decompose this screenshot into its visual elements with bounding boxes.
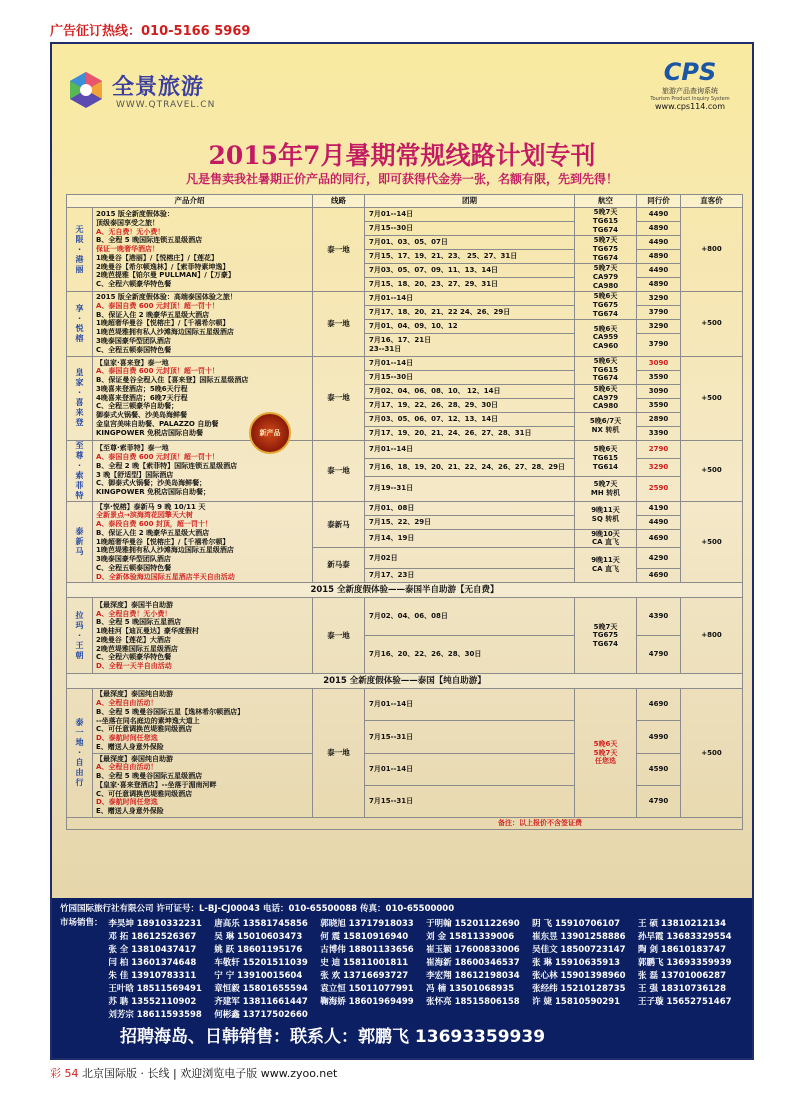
intro-line: 1晚超奢华曼谷【悦榕庄】/【千禧希尔顿】: [96, 537, 230, 546]
trade-price: 3290: [637, 292, 681, 306]
intro-line: 【最深度】泰国纯自助游: [96, 690, 173, 699]
intro-line: KINGPOWER 免税店国际自助餐；: [96, 488, 211, 496]
sales-contact: 于明翰 15201122690: [426, 918, 520, 929]
product-intro: [93, 208, 313, 292]
intro-line: C、全程六顿豪华特色餐: [96, 653, 172, 662]
sales-contact: 鞠海娇 18601969499: [320, 996, 414, 1007]
destination-label: 拉 玛 · 王 朝: [67, 598, 93, 674]
intro-line: 【最深度】泰国半自助游: [96, 600, 173, 609]
intro-line: 【至尊·索菲特】泰一地: [96, 444, 169, 453]
table-row: [67, 292, 743, 306]
sales-table: [108, 916, 744, 1020]
departure-dates: 7月01--14日: [365, 440, 575, 458]
page-subtitle: 凡是售卖我社暑期正价产品的同行，即可获得代金券一张，名额有限，先到先得！: [185, 172, 618, 186]
intro-line: 1晚桂河【迪瓦曼达】豪华度假村: [96, 627, 199, 635]
intro-line: 2晚曼谷【莲花】大酒店: [96, 635, 171, 644]
intro-line: A、泰国自费 600 元封顶！超一罚十！: [96, 301, 219, 310]
intro-line: 1晚超奢华曼谷【悦榕庄】/【千禧希尔顿】: [96, 319, 230, 328]
sales-contact: 唐高乐 13581745856: [214, 918, 308, 929]
destination-label: 泰 一 地 · 自 由 行: [67, 689, 93, 818]
trade-price: 4890: [637, 222, 681, 236]
flight-info: 9晚11天 CA 直飞: [575, 548, 637, 583]
note-row: [67, 817, 743, 829]
trade-price: 4390: [637, 598, 681, 636]
retail-surcharge: +500: [681, 689, 743, 818]
departure-dates: 7月19--31日: [365, 477, 575, 501]
intro-line: 4晚喜来登酒店；6晚7天行程: [96, 393, 188, 402]
footer-site[interactable]: 欢迎浏览电子版 www.zyoo.net: [180, 1067, 338, 1080]
sales-contact: 王叶晗 18511569491: [108, 983, 202, 994]
retail-surcharge: +500: [681, 501, 743, 583]
table-row: [67, 598, 743, 636]
departure-dates: 7月17、23日: [365, 569, 575, 583]
section-row: [67, 583, 743, 598]
sales-contact: 何 震 15810916940: [320, 931, 409, 942]
intro-line: 1晚曼谷【港丽】/【悦榕庄】/【莲花】: [96, 253, 218, 262]
intro-line: C、全程六顿豪华特色餐: [96, 280, 172, 289]
trade-price: 3590: [637, 398, 681, 412]
intro-line: 御泰式火锅餐、沙美岛海鲜餐: [96, 411, 187, 420]
intro-line: 顶级泰国享受之旅！: [96, 218, 159, 227]
flight-info: 5晚6天 TG615 TG674: [575, 356, 637, 384]
flight-info: 5晚7天 TG675 TG674: [575, 236, 637, 264]
intro-line: 2晚曼谷【希尔顿逸林】/【索菲特素坤逸】: [96, 262, 230, 271]
sales-contact: 苏 聃 13552110902: [108, 996, 197, 1007]
sales-contact: [638, 1007, 744, 1020]
intro-line: 【皇家·喜来登酒店】--坐落于湄南河畔: [96, 780, 217, 789]
section-title: 2015 全新度假体验——泰国半自助游【无自费】: [67, 583, 743, 598]
sales-contact: 邓 拓 18612526367: [108, 931, 197, 942]
destination-label: 无 限 · 港 丽: [67, 208, 93, 292]
page-footer: [50, 1065, 337, 1081]
sales-contact: 王子璇 15652751467: [638, 996, 732, 1007]
trade-price: 4890: [637, 278, 681, 292]
sales-contact: 闫 柏 13601374648: [108, 957, 197, 968]
sales-row: [108, 981, 744, 994]
route-table-body: [67, 208, 743, 830]
departure-dates: 7月16、20、22、26、28、30日: [365, 636, 575, 674]
brand-url: WWW.QTRAVEL.CN: [116, 100, 216, 110]
page-number: 彩 54: [50, 1067, 79, 1080]
trade-price: 4790: [637, 785, 681, 817]
sales-contact: 张经纬 15210128735: [532, 983, 626, 994]
trade-price: 2590: [637, 477, 681, 501]
table-row: [67, 753, 743, 785]
sales-contact: [532, 1007, 638, 1020]
destination-label: 皇 家 · 喜 来 登: [67, 356, 93, 440]
intro-line: E、赠送人身意外保险: [96, 807, 164, 815]
new-product-badge: 新产品: [249, 412, 291, 454]
retail-surcharge: +500: [681, 292, 743, 357]
ad-hotline: 广告征订热线：010-5166 5969: [50, 24, 251, 39]
trade-price: 2890: [637, 412, 681, 426]
departure-dates: 7月14、19日: [365, 529, 575, 548]
sales-row: [108, 916, 744, 929]
intro-line: C、全程三顿豪华自助餐；: [96, 402, 179, 411]
intro-line: 2015 版全新度假体验：高端泰国体验之旅！: [96, 293, 237, 302]
departure-dates: 7月02日: [365, 548, 575, 569]
route-name: 新马泰: [313, 548, 365, 583]
intro-line: B、全程 5 晚曼谷国际五星【逸林希尔顿酒店】: [96, 707, 245, 716]
sales-contact: 吴 琳 15010603473: [214, 931, 303, 942]
intro-line: D、全新体验海边国际五星酒店半天自由活动: [96, 572, 235, 581]
sales-row: [108, 968, 744, 981]
departure-dates: 7月15、17、19、21、23、 25、27、31日: [365, 250, 575, 264]
sales-contact: 郭晓旭 13717918033: [320, 918, 414, 929]
intro-line: --坐落在同名庭边的素坤逸大道上: [96, 716, 200, 725]
sales-contact: 朱 佳 13910783311: [108, 970, 197, 981]
intro-line: 【皇家·喜来登】泰一地: [96, 358, 169, 367]
intro-line: D、全程一天半自由活动: [96, 662, 172, 670]
intro-line: B、保证入住 2 晚豪华五星级大酒店: [96, 310, 210, 319]
departure-dates: 7月01--14日: [365, 753, 575, 785]
intro-line: 【享·悦榕】泰新马 9 晚 10/11 天: [96, 502, 206, 511]
flight-info: 5晚7天 TG675 TG674: [575, 598, 637, 674]
departure-dates: 7月02、04、06、08日: [365, 598, 575, 636]
route-name: 泰一地: [313, 440, 365, 501]
intro-line: B、全程 5 晚曼谷国际五星级酒店: [96, 772, 203, 780]
intro-line: C、全程五顿泰国特色餐: [96, 345, 172, 354]
sales-contact: 王 硕 13810212134: [638, 918, 726, 929]
intro-line: 2晚芭提雅【铂尔曼 PULLMAN】/【万豪】: [96, 271, 235, 280]
sales-contact: 宁 宁 13910015604: [214, 970, 303, 981]
departure-dates: 7月01、03、05、07日: [365, 236, 575, 250]
sales-contact: 车敬轩 15201511039: [214, 957, 308, 968]
intro-line: 保证一晚奢华酒店！: [96, 245, 159, 254]
departure-dates: 7月01--14日: [365, 689, 575, 721]
table-row: [67, 689, 743, 721]
sales-row: [108, 942, 744, 955]
table-row: [67, 501, 743, 515]
retail-surcharge: +800: [681, 208, 743, 292]
intro-line: A、泰国自费 600 元封顶！超一罚十！: [96, 453, 219, 461]
departure-dates: 7月01、04、09、10、12: [365, 320, 575, 334]
sales-contact: 李昊坤 18910332231: [108, 918, 202, 929]
departure-dates: 7月15--31日: [365, 721, 575, 753]
product-intro: [93, 292, 313, 357]
page-title: 2015年7月暑期常规线路计划专刊: [208, 141, 596, 170]
sales-contact: [426, 1007, 532, 1020]
flight-info: 5晚6天 CA979 CA980: [575, 384, 637, 412]
sales-contact: 张 琳 15910635913: [532, 957, 621, 968]
header-retail-price: 直客价: [681, 195, 743, 208]
sales-row: [108, 994, 744, 1007]
sales-contact: 王 强 18310736128: [638, 983, 726, 994]
sales-row: [108, 929, 744, 942]
route-name: 泰一地: [313, 689, 365, 818]
sales-row: [108, 955, 744, 968]
flight-info: 5晚6天 TG675 TG674: [575, 292, 637, 320]
departure-dates: 7月17、19、20、21、24、26、27、28、31日: [365, 426, 575, 440]
section-row: [67, 674, 743, 689]
sales-contact: 袁立恒 15011077991: [320, 983, 414, 994]
sales-contact: 何彬鑫 13717502660: [214, 1009, 308, 1020]
intro-line: B、全程 5 晚国际五星酒店: [96, 618, 182, 627]
trade-price: 3290: [637, 458, 681, 476]
trade-price: 4590: [637, 753, 681, 785]
trade-price: 4690: [637, 569, 681, 583]
product-intro: [93, 753, 313, 817]
company-info: 竹园国际旅行社有限公司 许可证号：L-BJ-CJ00043 电话：010-65500088 传真：010-65500000: [60, 904, 455, 914]
route-name: 泰一地: [313, 208, 365, 292]
sales-contact: [320, 1007, 426, 1020]
retail-surcharge: +800: [681, 598, 743, 674]
sales-contact: 张怀亮 18515806158: [426, 996, 520, 1007]
intro-line: B、保证入住 2 晚豪华五星级大酒店: [96, 528, 210, 537]
intro-line: C、御泰式火锅餐；沙美岛海鲜餐；: [96, 479, 207, 488]
sales-contact: 张 全 13810437417: [108, 944, 197, 955]
departure-dates: 7月15、22、29日: [365, 515, 575, 529]
departure-dates: 7月02、04、06、08、10、 12、14日: [365, 384, 575, 398]
trade-price: 4790: [637, 636, 681, 674]
trade-price: 3090: [637, 356, 681, 370]
sales-contact: 陶 剑 18610183747: [638, 944, 726, 955]
intro-line: 3晚喜来登酒店；5晚6天行程: [96, 384, 188, 393]
intro-line: KINGPOWER 免税店国际自助餐: [96, 428, 204, 437]
sales-label: 市场销售：: [60, 918, 103, 928]
intro-line: 2015 版全新度假体验：: [96, 210, 174, 219]
intro-line: D、泰航时间任您选: [96, 798, 158, 807]
trade-price: 3390: [637, 426, 681, 440]
brand-name: 全景旅游: [112, 75, 205, 100]
trade-price: 3290: [637, 320, 681, 334]
intro-line: 3晚泰国豪华型团队酒店: [96, 555, 171, 563]
trade-price: 4190: [637, 501, 681, 515]
intro-line: A、泰国自费 600 元封顶！超一罚十！: [96, 367, 219, 376]
flight-info: 5晚7天 MH 转机: [575, 477, 637, 501]
departure-dates: 7月15、18、20、23、27、29、31日: [365, 278, 575, 292]
trade-price: 3790: [637, 306, 681, 320]
trade-price: 4290: [637, 548, 681, 569]
flight-info: 5晚6天 CA959 CA960: [575, 320, 637, 357]
trade-price: 3590: [637, 370, 681, 384]
cps-title: CPS: [663, 58, 717, 86]
sales-contact: 吴佳文 18500723147: [532, 944, 626, 955]
sales-contact: 章恒毅 15801655594: [214, 983, 308, 994]
header-route: 线路: [313, 195, 365, 208]
table-row: [67, 208, 743, 222]
sales-contact: 李宏翔 18612198034: [426, 970, 520, 981]
departure-dates: 7月15--30日: [365, 222, 575, 236]
product-intro: [93, 689, 313, 753]
footer-separator: |: [173, 1067, 177, 1080]
sales-contact: 许 婕 15810590291: [532, 996, 621, 1007]
recruit-banner: 招聘海岛、日韩销售：联系人：郭鹏飞 13693359939: [120, 1027, 546, 1047]
table-row: [67, 356, 743, 370]
sales-contact: 阴 飞 15910706107: [532, 918, 621, 929]
intro-line: 2晚芭堤雅国际五星级酒店: [96, 644, 178, 653]
route-table: [66, 194, 743, 830]
trade-price: 4690: [637, 529, 681, 548]
sales-contact: 崔海新 18600346537: [426, 957, 520, 968]
sales-contact: 郭鹏飞 13693359939: [638, 957, 732, 968]
edition: 北京国际版 · 长线: [82, 1067, 170, 1080]
route-name: 泰新马: [313, 501, 365, 548]
departure-dates: 7月03、05、06、07、12、13、14日: [365, 412, 575, 426]
sales-contact: 齐建军 13811661447: [214, 996, 308, 1007]
trade-price: 4990: [637, 721, 681, 753]
cps-logo: [642, 58, 738, 111]
route-name: 泰一地: [313, 356, 365, 440]
trade-price: 2790: [637, 440, 681, 458]
sales-contact: 张心林 15901398960: [532, 970, 626, 981]
flight-info: 5晚6/7天 NX 转机: [575, 412, 637, 440]
brand-logo-icon: [66, 70, 106, 110]
intro-line: B、保证曼谷全程入住【喜来登】国际五星级酒店: [96, 376, 249, 385]
trade-price: 3790: [637, 334, 681, 357]
intro-line: 1晚芭堤雅拥有私人沙滩海边国际五星级酒店: [96, 328, 234, 337]
header-intro: 产品介绍: [67, 195, 313, 208]
retail-surcharge: +500: [681, 440, 743, 501]
trade-price: 4890: [637, 250, 681, 264]
flight-info: 9晚10天 CA 直飞: [575, 529, 637, 548]
intro-line: C、全程五顿泰国特色餐: [96, 563, 172, 572]
destination-label: 泰 新 马: [67, 501, 93, 583]
cps-subtitle: 旅游产品查询系统: [662, 87, 718, 95]
sales-contact: 史 迪 15811001811: [320, 957, 409, 968]
trade-price: 4490: [637, 515, 681, 529]
cps-subtitle-en: Tourism Product Inquiry System: [650, 96, 730, 102]
departure-dates: 7月16、17、21日 23--31日: [365, 334, 575, 357]
intro-line: A、全程自由活动！: [96, 763, 158, 772]
trade-price: 4490: [637, 264, 681, 278]
intro-line: B、全程 2 晚【索菲特】国际连锁五星级酒店: [96, 461, 238, 470]
departure-dates: 7月15--31日: [365, 785, 575, 817]
header-flight: 航空: [575, 195, 637, 208]
intro-line: B、全程 5 晚国际连锁五星级酒店: [96, 236, 203, 245]
sales-contact: 刘 金 15811339006: [426, 931, 515, 942]
sales-contact: 刘芳宗 18611593598: [108, 1009, 202, 1020]
sales-contact: 姚 跃 18601195176: [214, 944, 303, 955]
sales-contact: 冯 楠 13501068935: [426, 983, 515, 994]
departure-dates: 7月17、19、22、26、28、29、30日: [365, 398, 575, 412]
price-note: 备注：以上报价不含签证费: [67, 817, 743, 829]
cps-url: www.cps114.com: [655, 102, 725, 111]
route-name: 泰一地: [313, 292, 365, 357]
sales-contact: 古博伟 18801133656: [320, 944, 414, 955]
departure-dates: 7月15--30日: [365, 370, 575, 384]
section-title: 2015 全新度假体验——泰国【纯自助游】: [67, 674, 743, 689]
intro-line: 【最深度】泰国纯自助游: [96, 754, 173, 763]
intro-line: E、赠送人身意外保险: [96, 742, 164, 751]
sales-row: [108, 1007, 744, 1020]
contact-panel: [52, 898, 752, 1060]
route-name: 泰一地: [313, 598, 365, 674]
sales-contact: 崔东昱 13901258886: [532, 931, 626, 942]
departure-dates: 7月17、18、20、21、22 24、26、29日: [365, 306, 575, 320]
departure-dates: 7月01--14日: [365, 356, 575, 370]
sales-contact: 崔玉颖 17600833006: [426, 944, 520, 955]
flight-info: 5晚7天 TG615 TG674: [575, 208, 637, 236]
sales-contact: 张 磊 13701006287: [638, 970, 726, 981]
flight-info: 9晚11天 SQ 转机: [575, 501, 637, 529]
trade-price: 3090: [637, 384, 681, 398]
intro-line: 金皇宫美味自助餐、PALAZZO 自助餐: [96, 419, 219, 428]
table-header: [67, 195, 743, 208]
destination-label: 享 · 悦 榕: [67, 292, 93, 357]
intro-line: 1晚芭堤雅拥有私人沙滩海边国际五星级酒店: [96, 546, 234, 555]
departure-dates: 7月01、08日: [365, 501, 575, 515]
sales-contact: 孙早霞 13683329554: [638, 931, 732, 942]
table-row: [67, 440, 743, 458]
trade-price: 4490: [637, 236, 681, 250]
intro-line: D、泰航时间任您选: [96, 734, 158, 742]
departure-dates: 7月16、18、19、20、21、22、24、26、27、28、29日: [365, 458, 575, 476]
brochure-page: [50, 42, 754, 1060]
retail-surcharge: +500: [681, 356, 743, 440]
intro-line: C、可任意调换芭堤雅同级酒店: [96, 789, 193, 798]
sales-contact: 张 欢 13716693727: [320, 970, 409, 981]
departure-dates: 7月03、05、07、09、11、13、14日: [365, 264, 575, 278]
intro-line: 3晚泰国豪华型团队酒店: [96, 336, 171, 345]
flight-info: 5晚6天 TG615 TG614: [575, 440, 637, 477]
header-trade-price: 同行价: [637, 195, 681, 208]
brand-logo[interactable]: [66, 66, 256, 120]
intro-line: A、全程自由活动！: [96, 699, 158, 707]
trade-price: 4690: [637, 689, 681, 721]
intro-line: A、无自费！无小费！: [96, 227, 165, 236]
intro-line: A、全程自费！无小费！: [96, 609, 172, 618]
intro-line: A、泰段自费 600 封顶，超一罚十！: [96, 520, 212, 528]
departure-dates: 7月01--14日: [365, 292, 575, 306]
intro-line: C、可任意调换芭堤雅同级酒店: [96, 725, 193, 734]
product-intro: [93, 598, 313, 674]
trade-price: 4490: [637, 208, 681, 222]
intro-line: 全新景点→滨海湾花园擎天大树: [96, 511, 193, 520]
product-intro: [93, 501, 313, 583]
intro-line: 3 晚【舒适型】国际酒店: [96, 470, 174, 479]
flight-info: 5晚7天 CA979 CA980: [575, 264, 637, 292]
departure-dates: 7月01--14日: [365, 208, 575, 222]
header-dates: 团期: [365, 195, 575, 208]
flight-info: 5晚6天 5晚7天 任您选: [575, 689, 637, 818]
destination-label: 至 尊 · 索 菲 特: [67, 440, 93, 501]
